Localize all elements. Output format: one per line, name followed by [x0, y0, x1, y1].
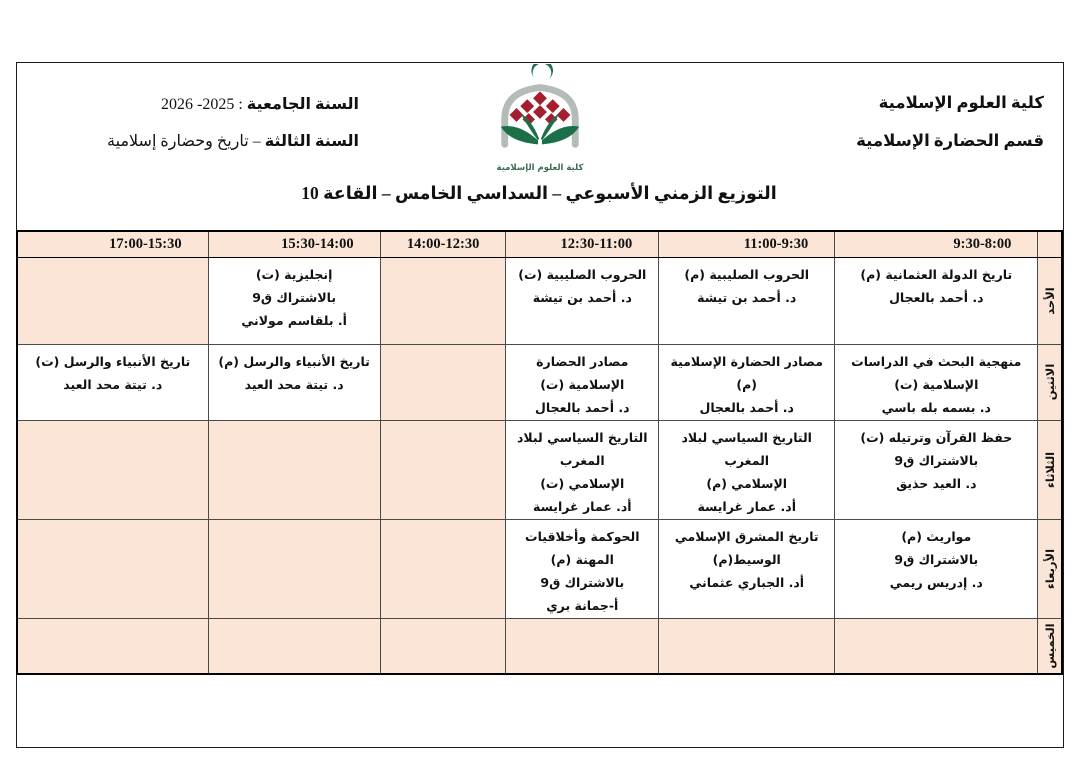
course-line: د. أحمد بن تيشة [532, 289, 632, 305]
course-line: الإسلامي (م) [706, 475, 788, 491]
day-row [17, 257, 1062, 344]
corner-cell [1038, 231, 1062, 257]
course-line: مصادر الحضارة الإسلامية (ت) [536, 353, 629, 392]
course-cell [506, 344, 659, 420]
academic-year-value: : 2025- 2026 [161, 96, 243, 113]
course-cell [659, 257, 835, 344]
time-header: 11:00-9:30 [659, 231, 835, 257]
empty-cell [380, 618, 506, 674]
course-line: تاريخ الأنبياء والرسل (م) [218, 353, 370, 369]
day-label-cell [1038, 344, 1062, 420]
course-line: منهجية البحث في الدراسات [851, 353, 1022, 369]
course-cell [835, 344, 1038, 420]
empty-cell [208, 519, 380, 618]
course-line: د. العيد حذيق [896, 475, 977, 491]
course-line: د. أحمد بن تيشة [697, 289, 797, 305]
course-line: الحروب الصليبية (م) [684, 266, 810, 282]
day-row [17, 420, 1062, 519]
course-line: التاريخ السياسي لبلاد المغرب [517, 429, 648, 468]
course-line: بالاشتراك ق9 [540, 574, 625, 590]
empty-cell [17, 420, 208, 519]
logo-caption: كلية العلوم الإسلامية [496, 163, 584, 173]
course-cell [506, 519, 659, 618]
course-line: أد. الجباري عثماني [689, 574, 805, 590]
day-label-cell [1038, 420, 1062, 519]
course-line: د. تيتة محد العيد [244, 376, 344, 392]
timetable-header-row [17, 231, 1062, 257]
course-line: بالاشتراك ق9 [252, 289, 337, 305]
course-line: الإسلامي (ت) [540, 475, 625, 491]
course-cell [659, 344, 835, 420]
day-label: الخميس [1042, 623, 1057, 669]
empty-cell [17, 257, 208, 344]
department-name: قسم الحضارة الإسلامية [856, 131, 1044, 150]
time-header: 12:30-11:00 [506, 231, 659, 257]
day-row [17, 344, 1062, 420]
course-line: الحوكمة وأخلاقيات المهنة (م) [525, 528, 640, 567]
academic-year-line [57, 86, 359, 123]
course-line: التاريخ السياسي لبلاد المغرب [681, 429, 812, 468]
course-line: الحروب الصليبية (ت) [518, 266, 647, 282]
day-label: الأحد [1042, 286, 1057, 315]
time-header: 17:00-15:30 [17, 231, 208, 257]
timetable [16, 230, 1063, 675]
course-cell [659, 420, 835, 519]
empty-cell [380, 420, 506, 519]
day-label-cell [1038, 618, 1062, 674]
empty-cell [208, 618, 380, 674]
course-line: تاريخ المشرق الإسلامي الوسيط(م) [674, 528, 819, 567]
page-title: التوزيع الزمني الأسبوعي – السداسي الخامس – القاعة 10 [301, 183, 777, 203]
header-right [856, 84, 1044, 160]
empty-cell [380, 257, 506, 344]
level-value: – تاريخ وحضارة إسلامية [107, 133, 261, 150]
course-cell [208, 344, 380, 420]
course-line: أ. بلقاسم مولاني [241, 312, 347, 328]
course-line: حفظ القرآن وترتيله (ت) [860, 429, 1013, 445]
level-line [57, 123, 359, 160]
course-cell [835, 519, 1038, 618]
empty-cell [380, 344, 506, 420]
header-left [57, 86, 359, 160]
course-line: بالاشتراك ق9 [894, 452, 979, 468]
day-label: الأربعاء [1042, 548, 1057, 589]
day-row [17, 618, 1062, 674]
course-line: د. إدريس ريمي [889, 574, 983, 590]
timetable-body [17, 257, 1062, 674]
course-line: إنجليزية (ت) [255, 266, 333, 282]
course-line: الإسلامية (ت) [894, 376, 979, 392]
day-label-cell [1038, 257, 1062, 344]
faculty-logo-emblem [481, 64, 599, 160]
time-header: 9:30-8:00 [835, 231, 1038, 257]
empty-cell [835, 618, 1038, 674]
empty-cell [659, 618, 835, 674]
course-cell [17, 344, 208, 420]
course-line: بالاشتراك ق9 [894, 551, 979, 567]
faculty-name: كلية العلوم الإسلامية [878, 93, 1044, 112]
day-label: الاثنين [1042, 363, 1057, 401]
course-line: أد. عمار غرايسة [533, 498, 632, 514]
empty-cell [208, 420, 380, 519]
course-line: د. أحمد بالعجال [699, 399, 794, 415]
course-cell [506, 257, 659, 344]
empty-cell [17, 618, 208, 674]
course-cell [506, 420, 659, 519]
time-header: 14:00-12:30 [380, 231, 506, 257]
empty-cell [17, 519, 208, 618]
course-line: تاريخ الدولة العثمانية (م) [860, 266, 1013, 282]
course-line: د. أحمد بالعجال [535, 399, 630, 415]
empty-cell [380, 519, 506, 618]
course-line: د. أحمد بالعجال [889, 289, 984, 305]
course-line: مواريث (م) [901, 528, 972, 544]
course-cell [835, 420, 1038, 519]
course-line: مصادر الحضارة الإسلامية (م) [670, 353, 823, 392]
course-cell [659, 519, 835, 618]
course-line: د. تيتة محد العيد [63, 376, 163, 392]
level-label: السنة الثالثة [264, 133, 359, 150]
day-row [17, 519, 1062, 618]
course-line: أ-جمانة بري [546, 597, 619, 613]
day-label-cell [1038, 519, 1062, 618]
faculty-logo [480, 64, 600, 176]
empty-cell [506, 618, 659, 674]
course-line: د. بسمه بله باسي [881, 399, 991, 415]
course-cell [835, 257, 1038, 344]
academic-year-label: السنة الجامعية [246, 96, 359, 113]
time-header: 15:30-14:00 [208, 231, 380, 257]
day-label: الثلاثاء [1042, 451, 1057, 488]
course-line: أد. عمار غرايسة [697, 498, 796, 514]
course-cell [208, 257, 380, 344]
course-line: تاريخ الأنبياء والرسل (ت) [35, 353, 191, 369]
